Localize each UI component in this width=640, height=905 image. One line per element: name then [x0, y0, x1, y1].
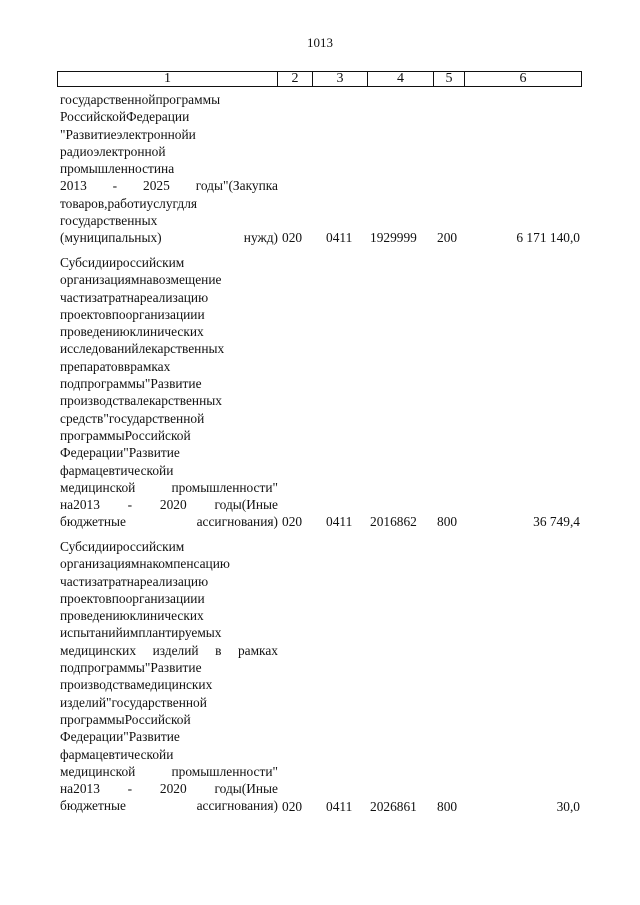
- description-line: [60, 177, 278, 194]
- row-target-code: 1929999: [370, 230, 417, 245]
- description-word: промышленности: [60, 161, 162, 177]
- description-line: медицинских изделий в рамках: [60, 642, 278, 658]
- description-word: Федерации: [60, 445, 124, 461]
- description-word: и: [166, 746, 174, 762]
- description-line: [60, 427, 278, 444]
- description-word: российским: [116, 539, 185, 554]
- description-word: медицинских: [136, 677, 213, 693]
- description-word: производства: [60, 677, 137, 693]
- page-number: 1013: [307, 35, 333, 50]
- header-col-1: 1: [164, 71, 171, 86]
- row-target-code: 2016862: [370, 514, 417, 529]
- row-ministry-code: 020: [282, 230, 303, 245]
- row-section-code: 0411: [326, 799, 353, 814]
- description-line: [60, 573, 278, 590]
- description-line: [60, 410, 278, 427]
- header-col-5: 5: [433, 72, 464, 86]
- description-word: программы: [60, 711, 125, 727]
- row-target-code: 2026861: [370, 799, 417, 814]
- header-col-3: 3: [312, 72, 367, 86]
- description-line: [60, 590, 278, 607]
- description-word: возмещение: [152, 272, 222, 288]
- row-ministry-code: 020: [282, 799, 303, 814]
- description-word: Федерации: [60, 729, 124, 745]
- description-line: [60, 289, 278, 306]
- description-line: [60, 496, 278, 513]
- description-line: [60, 555, 278, 572]
- description-word: производства: [60, 393, 137, 409]
- description-word: части: [60, 573, 92, 589]
- description-word: Субсидии: [60, 255, 117, 270]
- description-word: части: [60, 289, 92, 305]
- description-word: имплантируемых: [122, 625, 222, 641]
- description-word: на: [126, 289, 140, 305]
- header-col-6: 6: [464, 72, 581, 86]
- description-word: испытаний: [60, 625, 123, 641]
- header-col-2: 2: [277, 72, 312, 86]
- description-word: и: [166, 462, 174, 478]
- description-line: [60, 462, 278, 479]
- description-word: лекарственных: [138, 341, 225, 357]
- description-word: по: [111, 306, 126, 322]
- description-word: исследований: [60, 341, 139, 357]
- description-word: клинических: [129, 608, 204, 624]
- description-line: государственных: [60, 213, 158, 229]
- description-word: программы: [60, 427, 125, 443]
- description-word: российским: [116, 255, 185, 270]
- description-word: на: [161, 161, 175, 177]
- description-line: [60, 91, 278, 108]
- description-line: бюджетные ассигнования): [60, 798, 278, 814]
- description-word: в: [123, 358, 131, 374]
- description-word: государственной: [108, 410, 205, 426]
- description-word: рамках: [130, 358, 171, 374]
- description-word: реализацию: [139, 289, 209, 305]
- description-line: [60, 624, 278, 641]
- description-word: на: [126, 573, 140, 589]
- description-word: на: [60, 781, 74, 797]
- description-line: [60, 659, 278, 676]
- description-word: государственной: [60, 92, 156, 107]
- description-word: компенсацию: [152, 556, 230, 572]
- description-word: на: [139, 272, 153, 288]
- description-word: по: [111, 590, 126, 606]
- description-word: фармацевтической: [60, 746, 167, 762]
- description-word: (Закупка: [228, 178, 278, 194]
- description-word: Субсидии: [60, 539, 117, 554]
- description-word: проектов: [60, 590, 112, 606]
- row-amount: 36 749,4: [533, 514, 580, 529]
- description-word: Российской: [60, 109, 126, 125]
- description-word: (Иные: [241, 781, 278, 797]
- description-word: (Иные: [241, 497, 278, 513]
- row-section-code: 0411: [326, 230, 353, 245]
- description-word: 2013 - 2020 годы: [73, 781, 242, 797]
- header-col-4: 4: [367, 72, 433, 86]
- description-line: [60, 108, 278, 125]
- row-ministry-code: 020: [282, 514, 303, 529]
- description-line: [60, 780, 278, 797]
- description-line: медицинской промышленности": [60, 479, 278, 495]
- description-word: Российской: [124, 427, 191, 443]
- description-word: на: [139, 556, 153, 572]
- description-word: "Развитие: [60, 126, 117, 142]
- row-expense-type: 800: [437, 799, 458, 814]
- description-word: затрат: [91, 573, 127, 589]
- description-line: [60, 607, 278, 624]
- description-word: работ: [107, 195, 140, 211]
- description-word: 2013 - 2025 годы": [60, 178, 229, 194]
- description-word: и: [139, 195, 147, 211]
- description-line: [60, 160, 278, 177]
- description-line: медицинской промышленности": [60, 763, 278, 779]
- description-word: на: [60, 497, 74, 513]
- description-line: [60, 195, 278, 212]
- description-line: [60, 392, 278, 409]
- description-word: подпрограммы: [60, 376, 145, 392]
- description-word: "Развитие: [123, 729, 180, 745]
- description-word: и: [197, 306, 205, 322]
- row-amount: 30,0: [556, 799, 580, 814]
- description-word: изделий": [60, 694, 112, 710]
- description-line: [60, 323, 278, 340]
- description-word: лекарственных: [136, 393, 222, 409]
- description-word: 2013 - 2020 годы: [73, 497, 242, 513]
- description-word: "Развитие: [123, 445, 180, 461]
- description-word: подпрограммы: [60, 660, 145, 676]
- description-line: [60, 694, 278, 711]
- description-line: [60, 254, 278, 271]
- row-section-code: 0411: [326, 514, 353, 529]
- description-line: [60, 126, 278, 143]
- description-word: препаратов: [60, 358, 124, 374]
- description-word: и: [188, 126, 196, 142]
- description-word: клинических: [129, 324, 204, 340]
- description-line: [60, 306, 278, 323]
- description-word: и: [197, 590, 205, 606]
- description-word: для: [177, 195, 198, 211]
- row-amount: 6 171 140,0: [516, 230, 580, 245]
- description-word: программы: [155, 92, 221, 107]
- description-word: проектов: [60, 306, 112, 322]
- description-word: товаров,: [60, 195, 108, 211]
- row-description: [60, 254, 278, 531]
- description-line: радиоэлектронной: [60, 143, 166, 159]
- description-word: Федерации: [126, 109, 190, 125]
- description-line: [60, 340, 278, 357]
- description-word: услуг: [146, 195, 178, 211]
- description-word: средств": [60, 410, 109, 426]
- description-word: проведению: [60, 608, 130, 624]
- row-expense-type: 800: [437, 514, 458, 529]
- description-line: [60, 728, 278, 745]
- description-word: государственной: [111, 694, 207, 710]
- row-expense-type: 200: [437, 230, 458, 245]
- description-line: [60, 711, 278, 728]
- description-line: [60, 271, 278, 288]
- description-line: [60, 358, 278, 375]
- description-line: бюджетные ассигнования): [60, 514, 278, 530]
- description-word: организации: [125, 590, 198, 606]
- row-description: [60, 538, 278, 815]
- description-word: организации: [125, 306, 198, 322]
- description-word: "Развитие: [144, 660, 202, 676]
- description-line: [60, 375, 278, 392]
- description-word: реализацию: [139, 573, 209, 589]
- description-word: организациям: [60, 556, 140, 572]
- description-word: "Развитие: [144, 376, 202, 392]
- description-word: Российской: [124, 711, 191, 727]
- description-line: [60, 538, 278, 555]
- description-word: электронной: [116, 126, 189, 142]
- row-description: [60, 91, 278, 247]
- description-word: проведению: [60, 324, 130, 340]
- description-word: затрат: [91, 289, 127, 305]
- description-line: (муниципальных) нужд): [60, 230, 278, 246]
- description-line: [60, 676, 278, 693]
- description-word: фармацевтической: [60, 462, 167, 478]
- description-line: [60, 444, 278, 461]
- description-line: [60, 746, 278, 763]
- description-word: организациям: [60, 272, 140, 288]
- table-header: [57, 71, 582, 87]
